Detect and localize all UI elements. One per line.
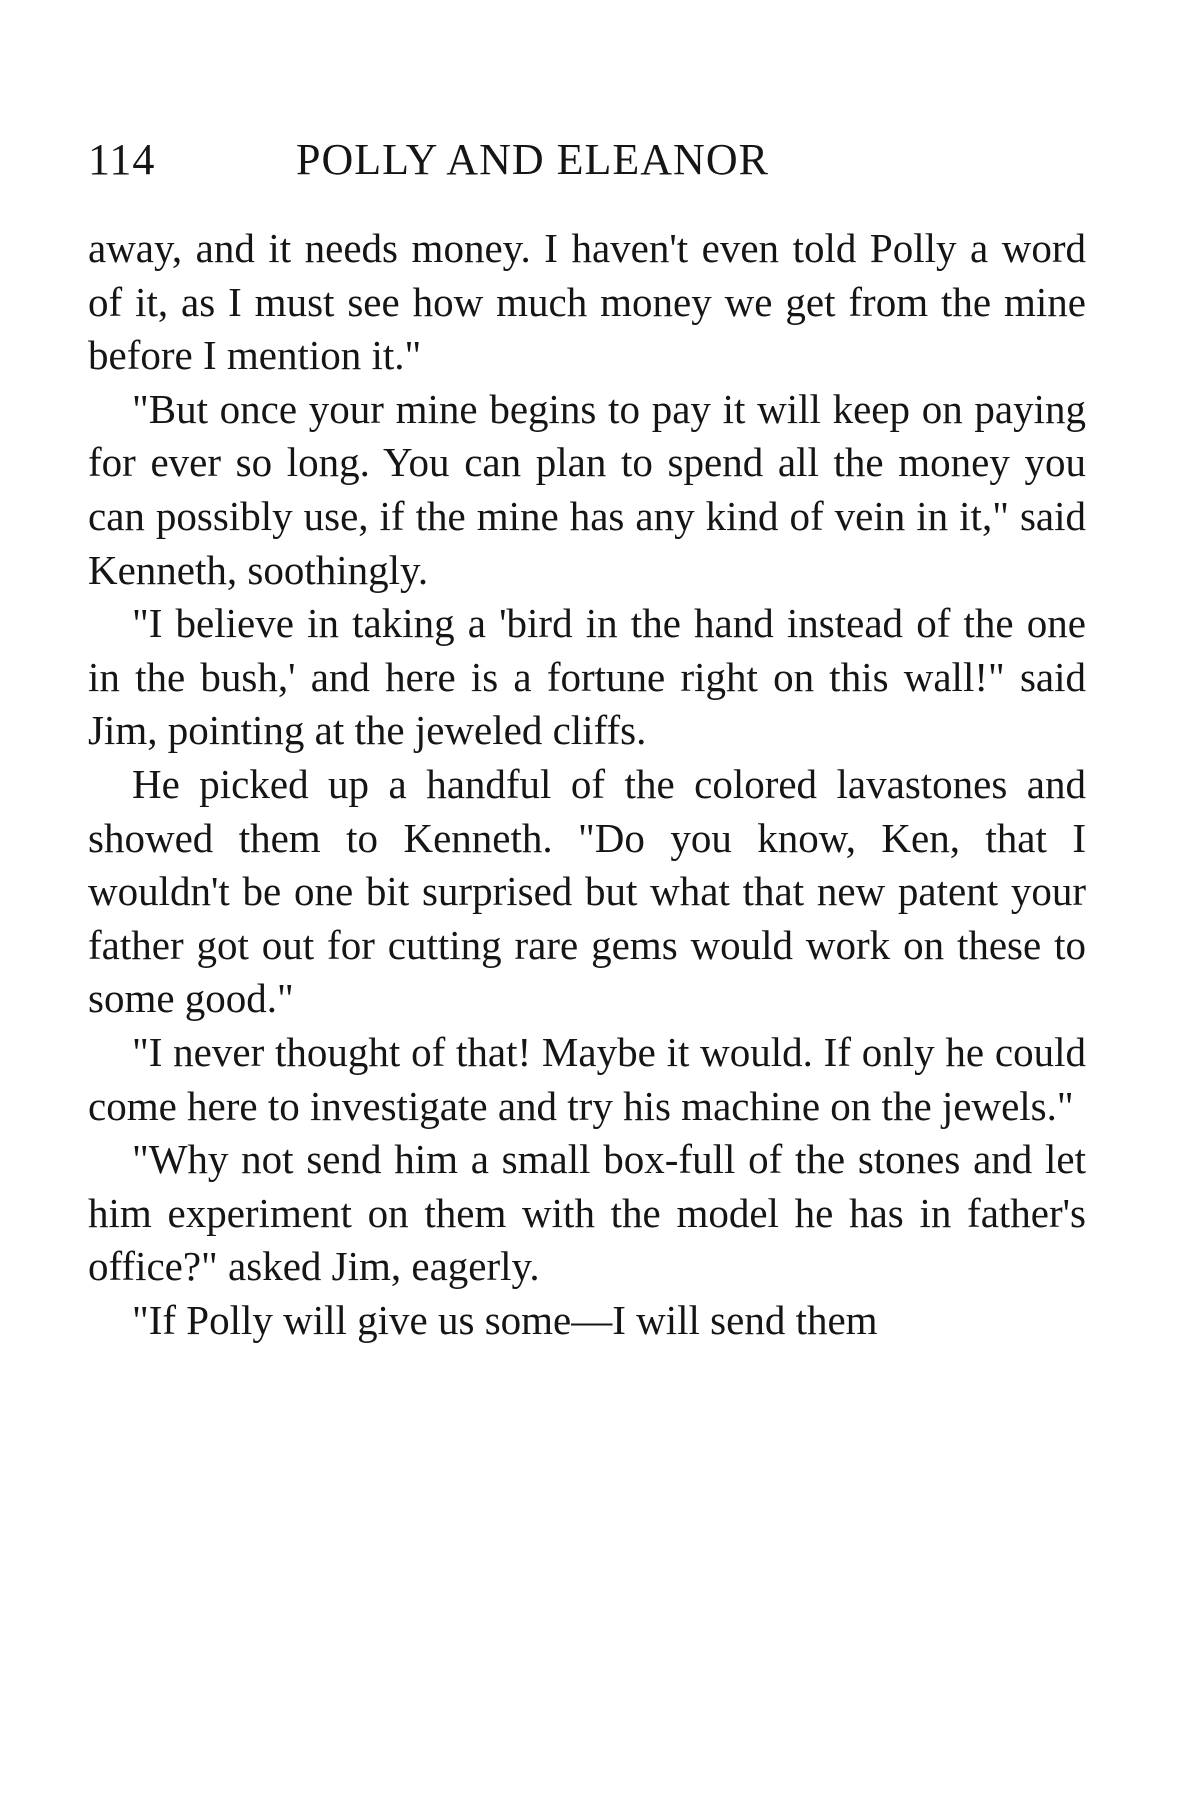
paragraph: "Why not send him a small box-full of the stones and let him experiment on them with the model he has in father's office?" asked Jim, eagerly. bbox=[88, 1136, 1086, 1290]
running-title: POLLY AND ELEANOR bbox=[296, 135, 769, 184]
paragraph: "I never thought of that! Maybe it would. If only he could come here to investigate and try his machine on the jewels." bbox=[88, 1028, 1086, 1129]
paragraph: "I believe in taking a 'bird in the hand instead of the one in the bush,' and here is a fortune right on this wall!" said Jim, pointing at the jeweled cliffs. bbox=[88, 600, 1086, 754]
book-page bbox=[88, 0, 1086, 1800]
paragraph: "But once your mine begins to pay it will keep on paying for ever so long. You can plan to spend all the money you can possibly use, if the mine has any kind of vein in it," said Kenneth, soothingly. bbox=[88, 385, 1086, 593]
paragraph-continuation: away, and it needs money. I haven't even told Polly a word of it, as I must see how much money we get from the mine before I mention it." bbox=[88, 225, 1086, 379]
paragraph: He picked up a handful of the colored lavastones and showed them to Kenneth. "Do you know, Ken, that I wouldn't be one bit surprised but what that new patent your father got out for cutting rare gems would work on these to some good." bbox=[88, 760, 1086, 1022]
body-text bbox=[88, 222, 1086, 1347]
running-head bbox=[88, 130, 1086, 190]
page-number: 114 bbox=[88, 135, 156, 184]
paragraph: "If Polly will give us some—I will send them bbox=[132, 1296, 878, 1343]
